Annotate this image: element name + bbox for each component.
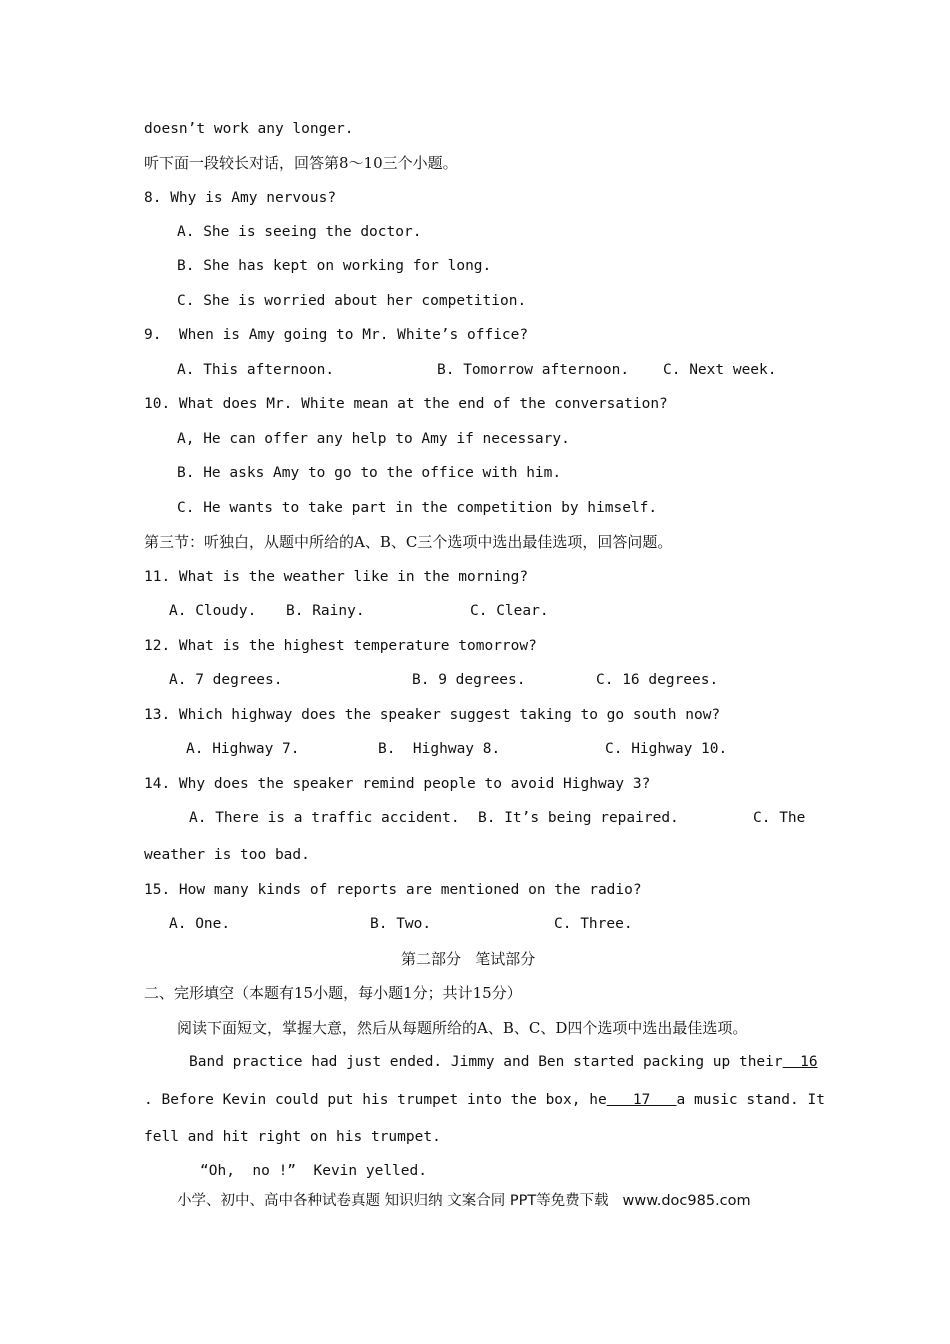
question-8: 8. Why is Amy nervous? (144, 190, 337, 206)
option-14b: B. It’s being repaired. (478, 810, 679, 826)
option-11a: A. Cloudy. (169, 603, 257, 619)
option-15c: C. Three. (554, 916, 633, 932)
option-11b: B. Rainy. (286, 603, 365, 619)
blank-16: 16 (782, 1054, 818, 1070)
question-10: 10. What does Mr. White mean at the end of the conversation? (144, 396, 668, 412)
option-8b: B. She has kept on working for long. (177, 258, 492, 274)
question-11: 11. What is the weather like in the morning? (144, 569, 529, 585)
passage-text: . Before Kevin could put his trumpet into the box, he (144, 1092, 607, 1108)
passage-text: Band practice had just ended. Jimmy and Ben started packing up their (189, 1054, 783, 1070)
option-9c: C. Next week. (663, 362, 777, 378)
option-12b: B. 9 degrees. (412, 672, 526, 688)
option-10c: C. He wants to take part in the competition by himself. (177, 500, 658, 516)
question-13: 13. Which highway does the speaker suggest taking to go south now? (144, 707, 721, 723)
option-14c-continued: weather is too bad. (144, 847, 310, 863)
option-8a: A. She is seeing the doctor. (177, 224, 422, 240)
option-10b: B. He asks Amy to go to the office with him. (177, 465, 562, 481)
section-instruction: 听下面一段较长对话，回答第8～10三个小题。 (144, 154, 458, 172)
blank-17: 17 (606, 1092, 677, 1108)
option-14a: A. There is a traffic accident. (189, 810, 460, 826)
option-9a: A. This afternoon. (177, 362, 335, 378)
question-12: 12. What is the highest temperature tomorrow? (144, 638, 537, 654)
option-14c: C. The (753, 810, 806, 826)
passage-text: a music stand. It (676, 1092, 825, 1108)
cloze-instruction: 阅读下面短文，掌握大意，然后从每题所给的A、B、C、D四个选项中选出最佳选项。 (177, 1019, 748, 1037)
question-9: 9. When is Amy going to Mr. White’s office? (144, 327, 529, 343)
option-12c: C. 16 degrees. (596, 672, 719, 688)
option-13c: C. Highway 10. (605, 741, 728, 757)
question-15: 15. How many kinds of reports are mentioned on the radio? (144, 882, 642, 898)
part-2-heading: 第二部分 笔试部分 (401, 950, 536, 968)
passage-line-2 (144, 1090, 825, 1110)
question-14: 14. Why does the speaker remind people to avoid Highway 3? (144, 776, 651, 792)
option-15a: A. One. (169, 916, 231, 932)
option-11c: C. Clear. (470, 603, 549, 619)
option-10a: A, He can offer any help to Amy if necessary. (177, 431, 570, 447)
section-3-heading: 第三节：听独白，从题中所给的A、B、C三个选项中选出最佳选项，回答问题。 (144, 533, 673, 551)
option-15b: B. Two. (370, 916, 432, 932)
passage-line-1 (189, 1052, 818, 1072)
option-12a: A. 7 degrees. (169, 672, 283, 688)
section-2-heading: 二、完形填空（本题有15小题，每小题1分；共计15分） (144, 984, 522, 1002)
passage-line-4: “Oh, no !” Kevin yelled. (200, 1163, 427, 1179)
option-13b: B. Highway 8. (378, 741, 501, 757)
passage-line-3: fell and hit right on his trumpet. (144, 1129, 441, 1145)
footer-watermark: 小学、初中、高中各种试卷真题 知识归纳 文案合同 PPT等免费下载 www.doc985.com (177, 1193, 751, 1209)
option-9b: B. Tomorrow afternoon. (437, 362, 630, 378)
option-13a: A. Highway 7. (186, 741, 300, 757)
option-8c: C. She is worried about her competition. (177, 293, 527, 309)
text-line: doesn’t work any longer. (144, 121, 354, 137)
